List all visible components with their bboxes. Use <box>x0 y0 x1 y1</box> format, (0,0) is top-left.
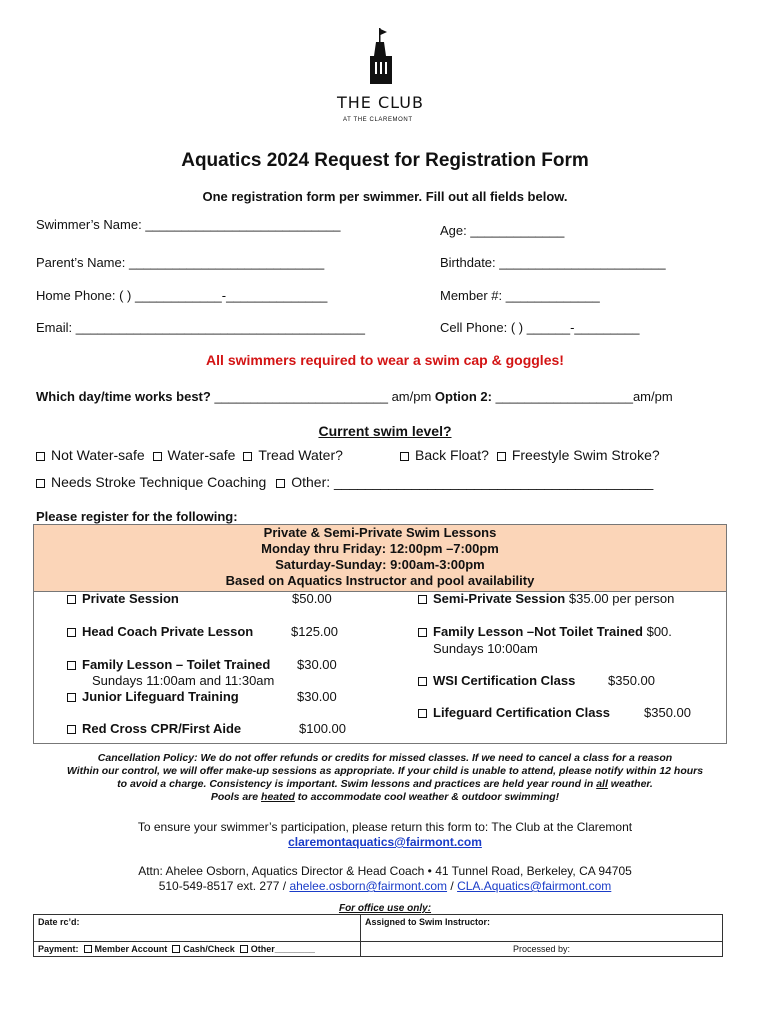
class-wsi[interactable]: WSI Certification Class <box>418 673 575 688</box>
level-other[interactable]: Other: _________________________________________ <box>276 474 653 490</box>
return-text: To ensure your swimmer’s participation, please return this form to: The Club at the Claremont <box>137 820 633 834</box>
checkbox[interactable] <box>67 693 76 702</box>
lessons-info-box <box>33 524 727 592</box>
class-family-not-toilet[interactable]: Family Lesson –Not Toilet Trained $00. <box>418 624 672 639</box>
level-back-float[interactable]: Back Float? <box>400 447 489 463</box>
swim-level-row-2 <box>36 474 653 490</box>
checkbox[interactable] <box>153 452 162 461</box>
class-private-session[interactable]: Private Session <box>67 591 179 606</box>
checkbox[interactable] <box>497 452 506 461</box>
checkbox[interactable] <box>67 725 76 734</box>
level-stroke-coaching[interactable]: Needs Stroke Technique Coaching <box>36 474 266 490</box>
page-subtitle: One registration form per swimmer. Fill out all fields below. <box>202 189 568 204</box>
swim-cap-warning: All swimmers required to wear a swim cap & goggles! <box>206 352 564 368</box>
checkbox[interactable] <box>418 628 427 637</box>
processed-by-cell[interactable]: Processed by: <box>361 942 723 957</box>
checkbox[interactable] <box>240 945 248 953</box>
page-title: Aquatics 2024 Request for Registration Form <box>181 150 589 171</box>
checkbox[interactable] <box>36 452 45 461</box>
price-lifeguard-cert: $350.00 <box>644 705 691 720</box>
lessons-line-1: Private & Semi-Private Swim Lessons <box>263 525 497 540</box>
return-email-row <box>0 835 770 850</box>
policy-line-3: to avoid a charge. Consistency is important. Swim lessons and practices are held year round in all weather. <box>117 778 653 790</box>
date-received-cell[interactable]: Date rc’d: <box>34 915 361 942</box>
home-phone-field[interactable]: Home Phone: ( ) ____________-______________ <box>36 288 328 303</box>
price-junior-lifeguard: $30.00 <box>297 689 337 704</box>
price-head-coach: $125.00 <box>291 624 338 639</box>
register-heading: Please register for the following: <box>36 509 238 524</box>
contact-phone: 510-549-8517 ext. 277 / <box>158 879 290 893</box>
price-red-cross: $100.00 <box>299 721 346 736</box>
checkbox[interactable] <box>67 628 76 637</box>
policy-line-2: Within our control, we will offer make-up sessions as appropriate. If your child is unable to attend, please notify within 12 hours <box>66 765 704 777</box>
policy-line-4: Pools are heated to accommodate cool weather & outdoor swimming! <box>210 791 560 803</box>
class-head-coach[interactable]: Head Coach Private Lesson <box>67 624 253 639</box>
lessons-line-4: Based on Aquatics Instructor and pool availability <box>225 573 535 588</box>
price-private-session: $50.00 <box>292 591 332 606</box>
class-red-cross[interactable]: Red Cross CPR/First Aide <box>67 721 241 736</box>
note-family-toilet: Sundays 11:00am and 11:30am <box>92 673 275 688</box>
checkbox[interactable] <box>36 479 45 488</box>
checkbox[interactable] <box>67 661 76 670</box>
level-freestyle[interactable]: Freestyle Swim Stroke? <box>497 447 660 463</box>
daytime-row <box>36 389 673 404</box>
checkbox[interactable] <box>84 945 92 953</box>
level-tread-water[interactable]: Tread Water? <box>243 447 343 463</box>
level-water-safe[interactable]: Water-safe <box>153 447 236 463</box>
member-number-field[interactable]: Member #: _____________ <box>440 288 600 303</box>
price-family-toilet: $30.00 <box>297 657 337 672</box>
club-logo-icon <box>362 26 402 86</box>
swim-level-row-1b <box>400 447 660 463</box>
class-lifeguard-cert[interactable]: Lifeguard Certification Class <box>418 705 610 720</box>
email-link-osborn[interactable]: ahelee.osborn@fairmont.com <box>289 879 448 893</box>
logo-name: THE CLUB <box>337 93 424 112</box>
birthdate-field[interactable]: Birthdate: _______________________ <box>440 255 666 270</box>
email-field[interactable]: Email: ________________________________________ <box>36 320 365 335</box>
price-wsi: $350.00 <box>608 673 655 688</box>
attn-text: Attn: Ahelee Osborn, Aquatics Director & Head Coach • 41 Tunnel Road, Berkeley, CA 94705 <box>138 864 632 878</box>
payment-cell: Payment: Member Account Cash/Check Other________ <box>34 942 361 957</box>
daytime-label: Which day/time works best? <box>36 389 211 404</box>
class-family-toilet[interactable]: Family Lesson – Toilet Trained <box>67 657 270 672</box>
checkbox[interactable] <box>243 452 252 461</box>
logo-subtitle: AT THE CLAREMONT <box>343 117 413 123</box>
note-family-not-toilet: Sundays 10:00am <box>433 641 538 656</box>
lessons-line-2: Monday thru Friday: 12:00pm –7:00pm <box>261 541 499 556</box>
level-not-water-safe[interactable]: Not Water-safe <box>36 447 145 463</box>
return-email-link[interactable]: claremontaquatics@fairmont.com <box>288 835 482 849</box>
age-field[interactable]: Age: _____________ <box>440 223 565 238</box>
contact-phone-row: 510-549-8517 ext. 277 / ahelee.osborn@fairmont.com / CLA.Aquatics@fairmont.com <box>158 879 612 893</box>
daytime-option2-field[interactable]: ___________________am/pm <box>491 389 673 404</box>
daytime-option2-label: Option 2: <box>434 389 492 404</box>
checkbox[interactable] <box>418 595 427 604</box>
email-link-aquatics[interactable]: CLA.Aquatics@fairmont.com <box>457 879 612 893</box>
assigned-instructor-cell[interactable]: Assigned to Swim Instructor: <box>361 915 723 942</box>
class-junior-lifeguard[interactable]: Junior Lifeguard Training <box>67 689 239 704</box>
checkbox[interactable] <box>418 709 427 718</box>
cell-phone-field[interactable]: Cell Phone: ( ) ______-_________ <box>440 320 640 335</box>
lessons-line-3: Saturday-Sunday: 9:00am-3:00pm <box>275 557 485 572</box>
price-family-not-toilet: $00. <box>646 624 672 639</box>
checkbox[interactable] <box>418 677 427 686</box>
checkbox[interactable] <box>67 595 76 604</box>
checkbox[interactable] <box>172 945 180 953</box>
daytime-option1-field[interactable]: ________________________ am/pm <box>210 389 435 404</box>
office-use-label: For office use only: <box>338 903 432 914</box>
class-semi-private[interactable]: Semi-Private Session $35.00 per person <box>418 591 674 606</box>
office-use-table <box>33 914 723 957</box>
parent-name-field[interactable]: Parent’s Name: ___________________________ <box>36 255 325 270</box>
checkbox[interactable] <box>276 479 285 488</box>
price-semi-private: $35.00 per person <box>568 591 675 606</box>
swim-level-heading: Current swim level? <box>318 423 452 439</box>
swim-level-row-1 <box>36 447 343 463</box>
swimmer-name-field[interactable]: Swimmer’s Name: ___________________________ <box>36 217 341 232</box>
policy-line-1: Cancellation Policy: We do not offer refunds or credits for missed classes. If we need to cancel a class for a reason <box>97 752 673 764</box>
checkbox[interactable] <box>400 452 409 461</box>
